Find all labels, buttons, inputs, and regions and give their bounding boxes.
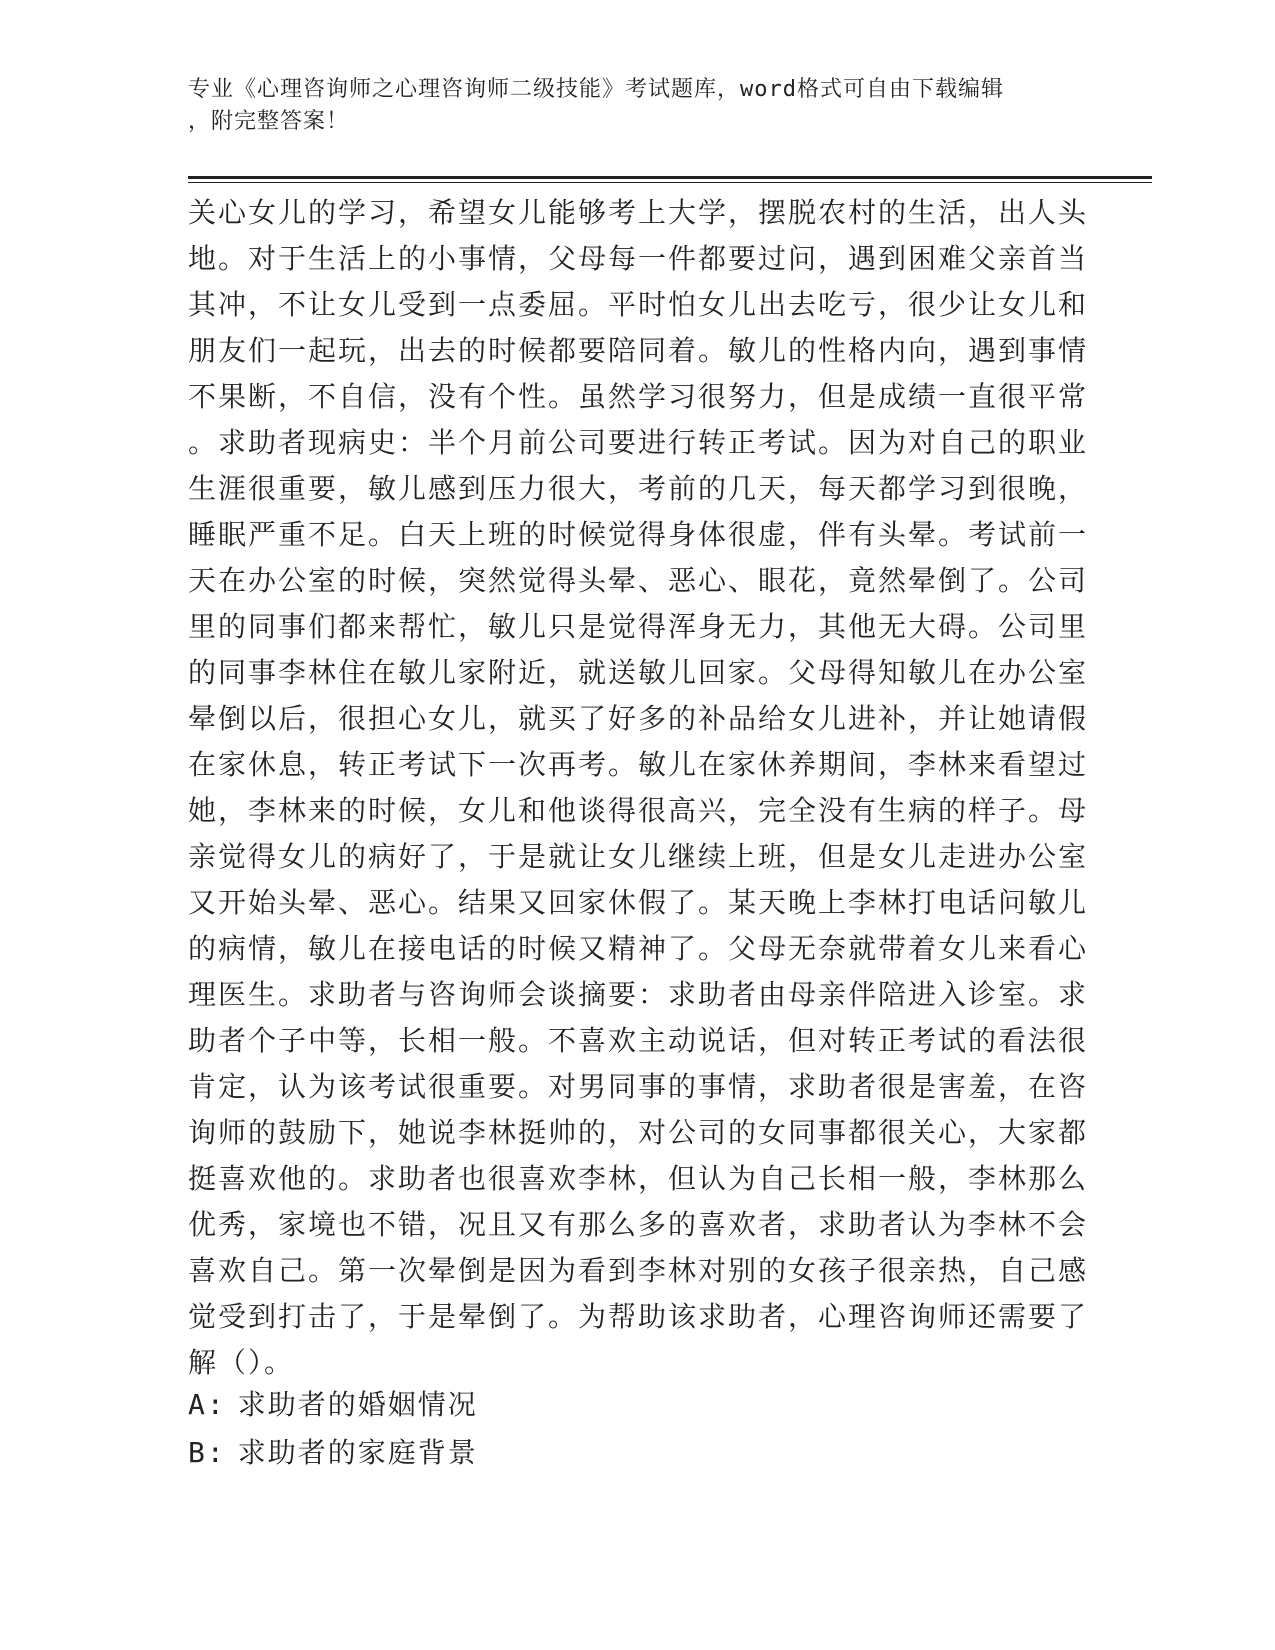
question-line: 睡眠严重不足。白天上班的时候觉得身体很虚，伴有头晕。考试前一 [188,518,1089,551]
header-line: 专业《心理咨询师之心理咨询师二级技能》考试题库，word格式可自由下载编辑 [188,77,1004,102]
question-stem [188,190,1089,1386]
question-line: 觉受到打击了，于是晕倒了。为帮助该求助者，心理咨询师还需要了 [188,1300,1089,1333]
option-b [188,1430,1068,1476]
option-text: 求助者的婚姻情况 [237,1388,478,1421]
option-letter: A: [188,1388,226,1421]
question-line: 又开始头晕、恶心。结果又回家休假了。某天晚上李林打电话问敏儿 [188,886,1089,919]
question-line: 亲觉得女儿的病好了，于是就让女儿继续上班，但是女儿走进办公室 [188,840,1089,873]
header-line: ，附完整答案！ [188,109,350,134]
question-line: 其冲，不让女儿受到一点委屈。平时怕女儿出去吃亏，很少让女儿和 [188,288,1089,321]
question-line: 地。对于生活上的小事情，父母每一件都要过问，遇到困难父亲首当 [188,242,1089,275]
question-line: 优秀，家境也不错，况且又有那么多的喜欢者，求助者认为李林不会 [188,1208,1089,1241]
question-line: 不果断，不自信，没有个性。虽然学习很努力，但是成绩一直很平常 [188,380,1089,413]
question-line: 的病情，敏儿在接电话的时候又精神了。父母无奈就带着女儿来看心 [188,932,1089,965]
question-line: 晕倒以后，很担心女儿，就买了好多的补品给女儿进补，并让她请假 [188,702,1089,735]
page-header [188,74,1068,138]
question-line: 助者个子中等，长相一般。不喜欢主动说话，但对转正考试的看法很 [188,1024,1089,1057]
question-line: 。求助者现病史：半个月前公司要进行转正考试。因为对自己的职业 [188,426,1089,459]
question-line: 询师的鼓励下，她说李林挺帅的，对公司的女同事都很关心，大家都 [188,1116,1089,1149]
option-text: 求助者的家庭背景 [237,1436,478,1469]
question-line: 的同事李林住在敏儿家附近，就送敏儿回家。父母得知敏儿在办公室 [188,656,1089,689]
question-line: 天在办公室的时候，突然觉得头晕、恶心、眼花，竟然晕倒了。公司 [188,564,1089,597]
option-a [188,1382,1068,1428]
option-letter: B: [188,1436,226,1469]
question-line: 生涯很重要，敏儿感到压力很大，考前的几天，每天都学习到很晚， [188,472,1089,505]
question-line: 理医生。求助者与咨询师会谈摘要：求助者由母亲伴陪进入诊室。求 [188,978,1089,1011]
question-line: 她，李林来的时候，女儿和他谈得很高兴，完全没有生病的样子。母 [188,794,1089,827]
header-divider-thick [188,176,1152,179]
question-line: 解（）。 [188,1346,295,1379]
question-line: 朋友们一起玩，出去的时候都要陪同着。敏儿的性格内向，遇到事情 [188,334,1089,367]
question-line: 关心女儿的学习，希望女儿能够考上大学，摆脱农村的生活，出人头 [188,196,1089,229]
question-line: 在家休息，转正考试下一次再考。敏儿在家休养期间，李林来看望过 [188,748,1089,781]
answer-options [188,1382,1068,1478]
question-line: 肯定，认为该考试很重要。对男同事的事情，求助者很是害羞，在咨 [188,1070,1089,1103]
question-line: 喜欢自己。第一次晕倒是因为看到李林对别的女孩子很亲热，自己感 [188,1254,1089,1287]
question-line: 里的同事们都来帮忙，敏儿只是觉得浑身无力，其他无大碍。公司里 [188,610,1089,643]
question-line: 挺喜欢他的。求助者也很喜欢李林，但认为自己长相一般，李林那么 [188,1162,1089,1195]
header-divider-thin [188,182,1152,183]
